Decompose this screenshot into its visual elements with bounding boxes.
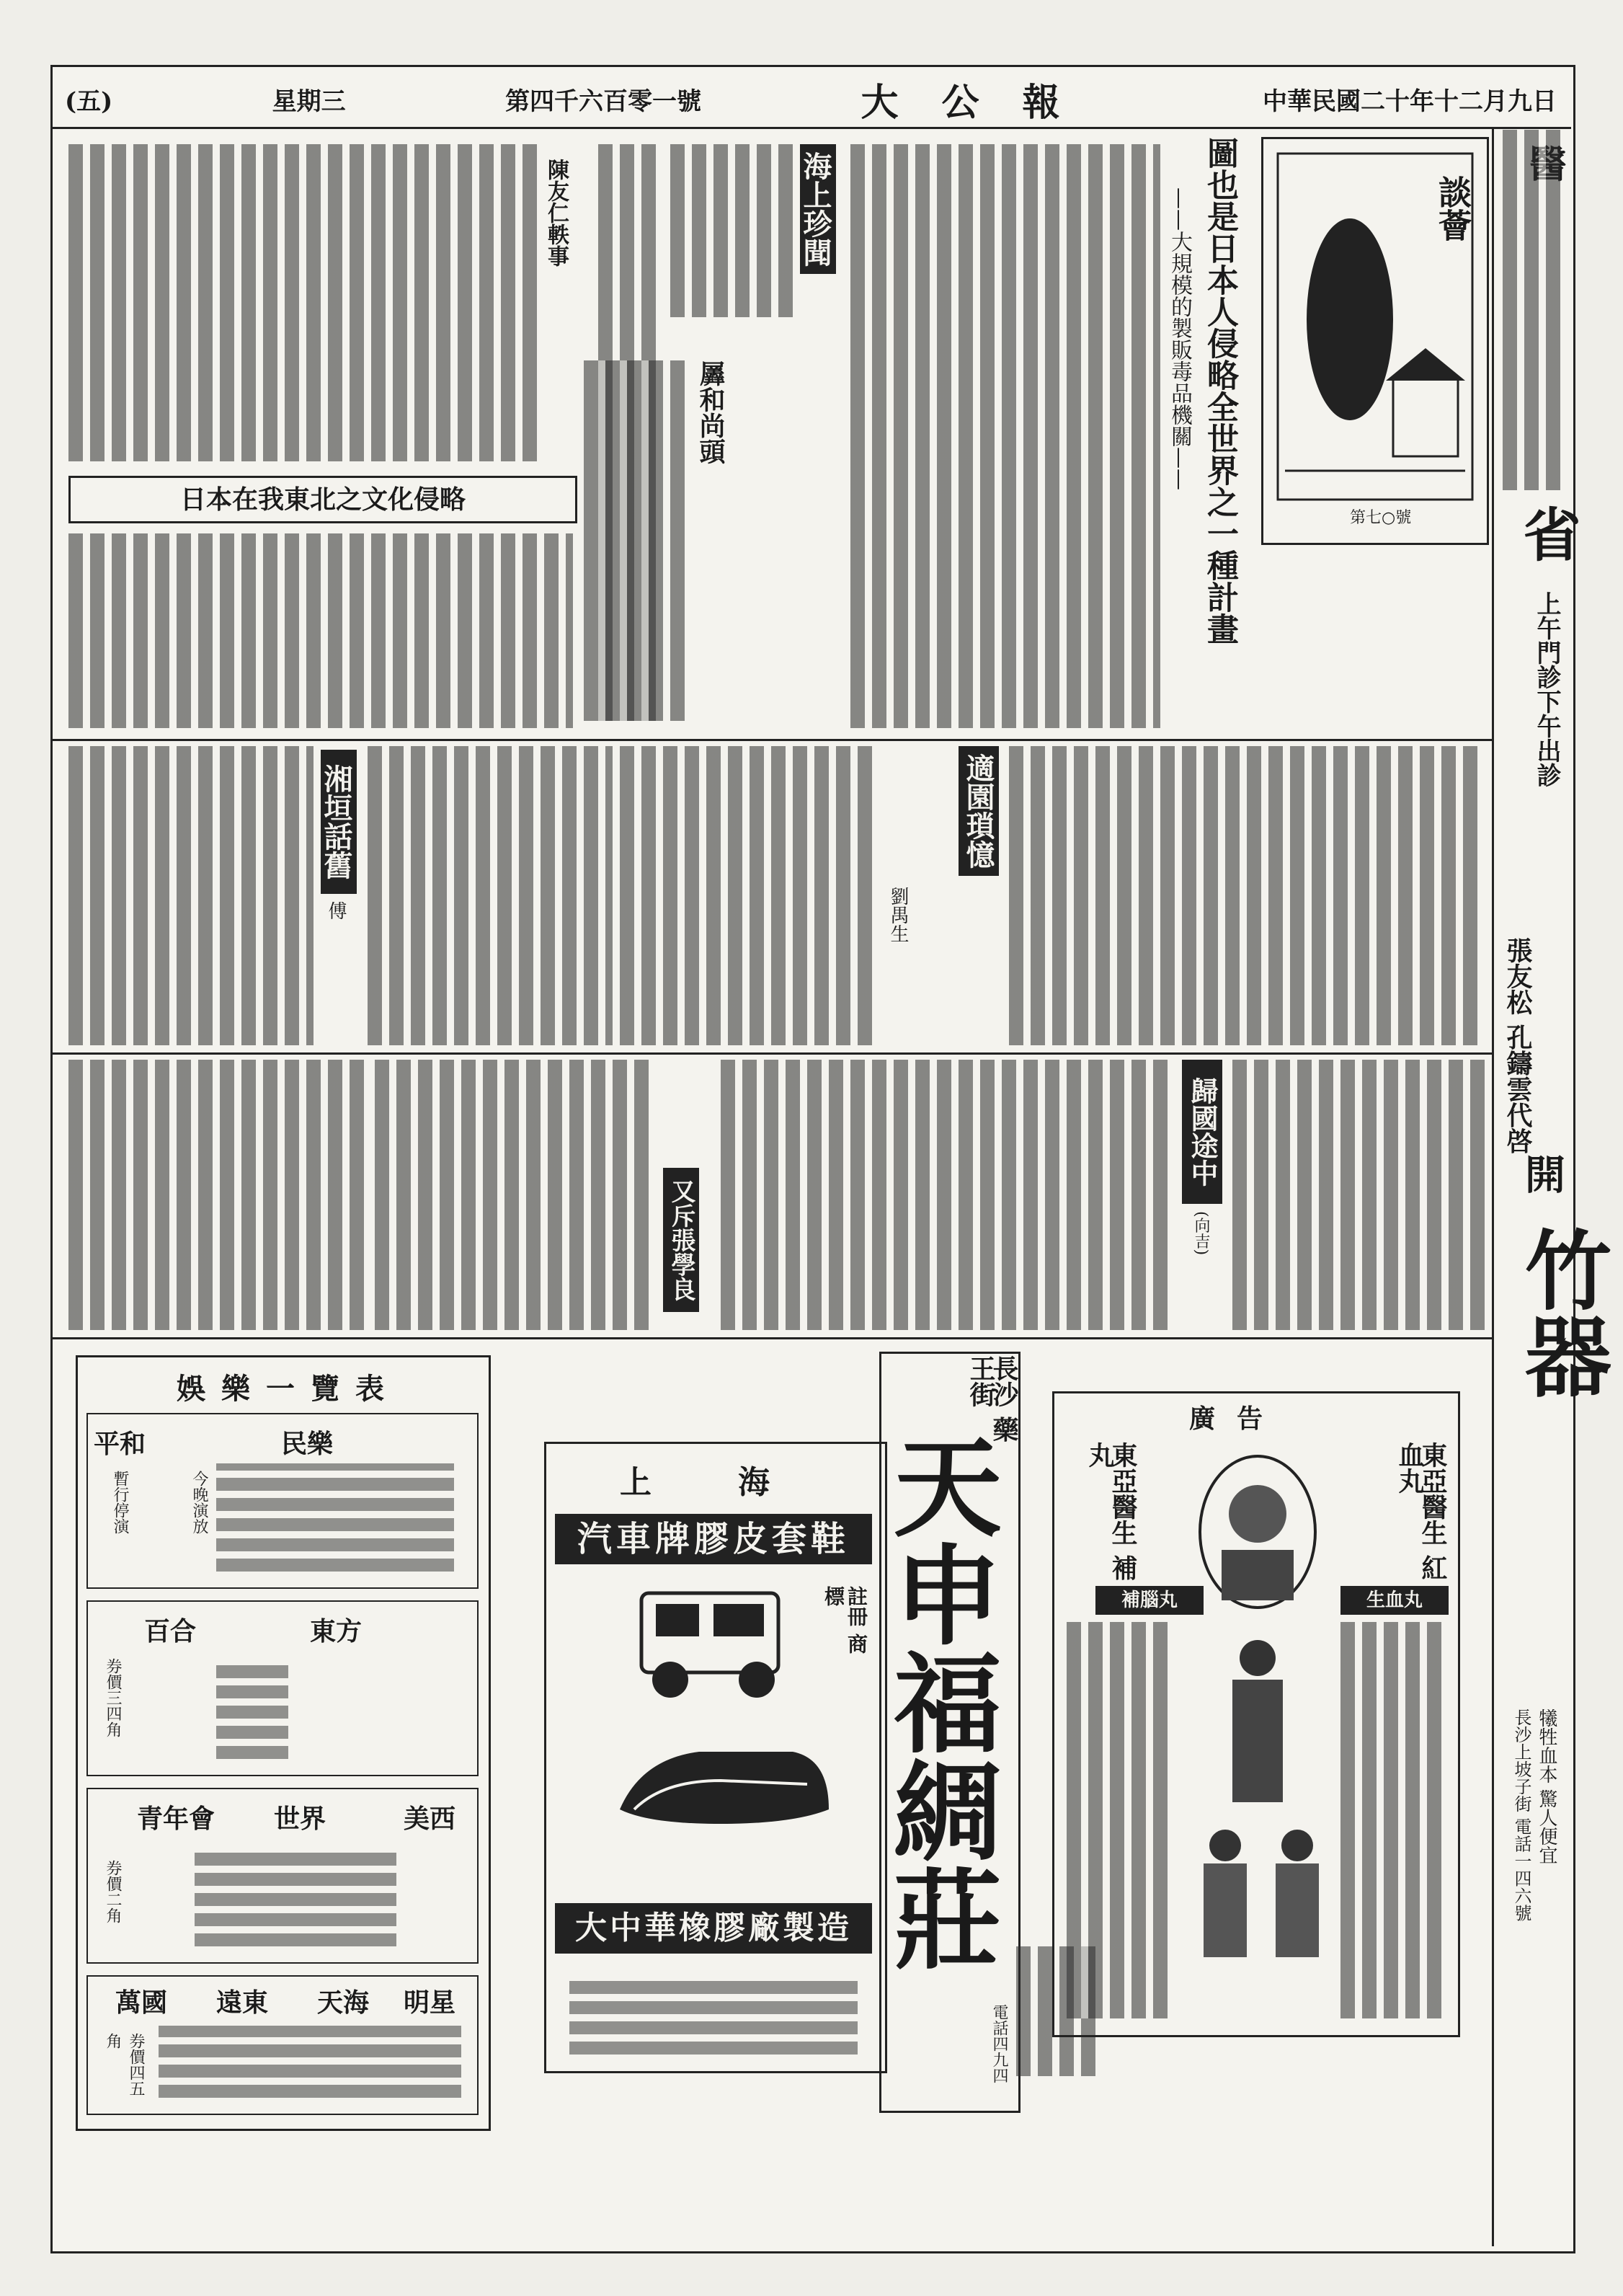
cartoon-label: 談薈 bbox=[1433, 175, 1472, 241]
ad-divider bbox=[50, 1337, 1492, 1339]
luhe-heading: 羼和尚頭 bbox=[695, 360, 726, 464]
portrait-illustration bbox=[1189, 1449, 1326, 1615]
venue-tianhai: 天海 bbox=[317, 1987, 370, 2018]
right-ad-bottom2: 長沙上坡子街 電話一四六號 bbox=[1511, 1708, 1531, 1922]
right-ad-name: 竹器 bbox=[1511, 1225, 1612, 1399]
shoe-ad-headline: 汽車牌膠皮套鞋 bbox=[555, 1514, 872, 1564]
right-ad-hours: 上午門診下午出診 bbox=[1532, 591, 1561, 787]
venue-baihe: 百合 bbox=[144, 1616, 197, 1646]
venue-shijie: 世界 bbox=[274, 1804, 326, 1834]
xianghu-body-2 bbox=[68, 746, 314, 1045]
guilai-body bbox=[721, 1060, 1175, 1330]
shoe-ad-agent bbox=[569, 1975, 858, 2055]
silk-ad-phone: 電話四九四 bbox=[990, 2004, 1008, 2083]
right-ad-divider bbox=[1492, 127, 1494, 2246]
chen-heading: 陳友仁軼事 bbox=[543, 159, 569, 267]
medicine-right-body bbox=[1067, 1622, 1175, 2018]
cartoon-frame bbox=[1261, 137, 1489, 545]
masthead bbox=[65, 78, 1557, 125]
medicine-left-body bbox=[1340, 1622, 1449, 2018]
medicine-left-tag: 生血丸 bbox=[1340, 1586, 1449, 1615]
right-ad-illegible bbox=[1503, 130, 1560, 490]
right-ad-province: 省 bbox=[1513, 505, 1581, 562]
japan-culture-heading: 日本在我東北之文化侵略 bbox=[68, 476, 577, 523]
shoe-ad-maker: 大中華橡膠廠製造 bbox=[555, 1903, 872, 1954]
masthead-date: 中華民國二十年十二月九日 bbox=[1262, 87, 1557, 116]
right-ad-notice: 開 bbox=[1518, 1153, 1566, 1194]
entertainment-title: 娛樂一覽表 bbox=[177, 1372, 400, 1406]
silk-char-1: 天 bbox=[893, 1425, 1002, 1552]
venue-mingxing: 明星 bbox=[404, 1987, 456, 2018]
xianghu-author: 傅 bbox=[325, 901, 347, 920]
table-note-3: 券價三四角 bbox=[104, 1658, 122, 1737]
venue-pinghe: 平和 bbox=[94, 1429, 146, 1459]
silk-ad-top: 長沙 藥王街 bbox=[966, 1355, 1019, 1442]
youzhang-body bbox=[375, 1060, 656, 1330]
table-listings-2 bbox=[216, 1658, 288, 1759]
middle-divider bbox=[50, 1052, 1492, 1055]
cartoon-issue: 第七○號 bbox=[1350, 509, 1412, 527]
masthead-issue: 第四千六百零一號 bbox=[505, 87, 702, 116]
haishang-body bbox=[670, 144, 793, 317]
luhe-body bbox=[584, 360, 692, 721]
table-note-1: 今晚演放 bbox=[190, 1471, 208, 1534]
masthead-rule bbox=[50, 127, 1571, 129]
medicine-right-name: 東亞醫生 補丸 bbox=[1085, 1442, 1138, 1581]
shiyuan-body bbox=[620, 746, 879, 1045]
venue-qingnianhui: 青年會 bbox=[137, 1804, 215, 1834]
medicine-left-name: 東亞醫生 紅血丸 bbox=[1395, 1442, 1448, 1581]
editorial-heading: 圖也是日本人侵略全世界之一種計畫 bbox=[1201, 137, 1238, 644]
xianghu-heading: 湘垣話舊 bbox=[321, 750, 357, 894]
haishang-heading: 海上珍聞 bbox=[800, 144, 836, 274]
lower-left-body bbox=[68, 1060, 368, 1330]
medicine-right-tag: 補腦丸 bbox=[1095, 1586, 1204, 1615]
shiyuan-author: 劉禺生 bbox=[887, 887, 909, 943]
right-ad-doctors: 張友松 孔鑄雲代啓 bbox=[1503, 937, 1533, 1154]
venue-wanguo: 萬國 bbox=[115, 1987, 168, 2018]
venue-yuandong: 遠東 bbox=[216, 1987, 269, 2018]
chen-body bbox=[68, 144, 537, 461]
guilai-author: (向吉) bbox=[1192, 1211, 1210, 1256]
editorial-subheading: ——大規模的製販毒品機關—— bbox=[1167, 187, 1192, 490]
shiyuan-heading: 適園瑣憶 bbox=[959, 746, 999, 876]
venue-minle: 民樂 bbox=[281, 1429, 334, 1459]
medicine-ad-top: 廣告 bbox=[1189, 1404, 1285, 1434]
venue-meixi: 美西 bbox=[404, 1804, 456, 1834]
masthead-page: (五) bbox=[65, 87, 113, 116]
japan-culture-body bbox=[68, 533, 573, 728]
shoe-illustration bbox=[577, 1572, 850, 1860]
medicine-figures bbox=[1182, 1629, 1333, 1975]
table-note-2: 暫行停演 bbox=[111, 1471, 129, 1534]
table-note-5: 券價四五角 bbox=[104, 2033, 145, 2096]
masthead-title: 大公報 bbox=[861, 80, 1103, 125]
upper-middle-body bbox=[1009, 746, 1477, 1045]
table-listings-4 bbox=[159, 2026, 461, 2098]
silk-char-3: 福 bbox=[893, 1641, 1002, 1768]
silk-ad-headline bbox=[890, 1425, 1005, 1985]
shoe-ad-top: 上海 bbox=[620, 1464, 856, 1501]
upper-divider bbox=[50, 739, 1492, 741]
venue-dongfang: 東方 bbox=[310, 1616, 363, 1646]
shoe-ad-trademark: 註冊 商標 bbox=[822, 1586, 868, 1654]
silk-char-2: 申 bbox=[893, 1533, 1002, 1660]
silk-char-4: 綢 bbox=[893, 1750, 1002, 1876]
right-ad-bottom1: 犧牲血本 驚人便宜 bbox=[1536, 1708, 1557, 1865]
xianghu-body bbox=[368, 746, 613, 1045]
silk-char-5: 莊 bbox=[893, 1858, 1002, 1985]
table-listings-3 bbox=[195, 1853, 396, 1946]
table-note-4: 券價二角 bbox=[104, 1860, 122, 1923]
lower-right-body bbox=[1232, 1060, 1485, 1330]
guilai-heading: 歸國途中 bbox=[1182, 1060, 1222, 1204]
masthead-weekday: 星期三 bbox=[272, 87, 346, 116]
table-listings-1 bbox=[216, 1463, 454, 1572]
editorial-body bbox=[850, 144, 1160, 728]
youzhang-heading: 又斥張學良 bbox=[663, 1168, 699, 1312]
